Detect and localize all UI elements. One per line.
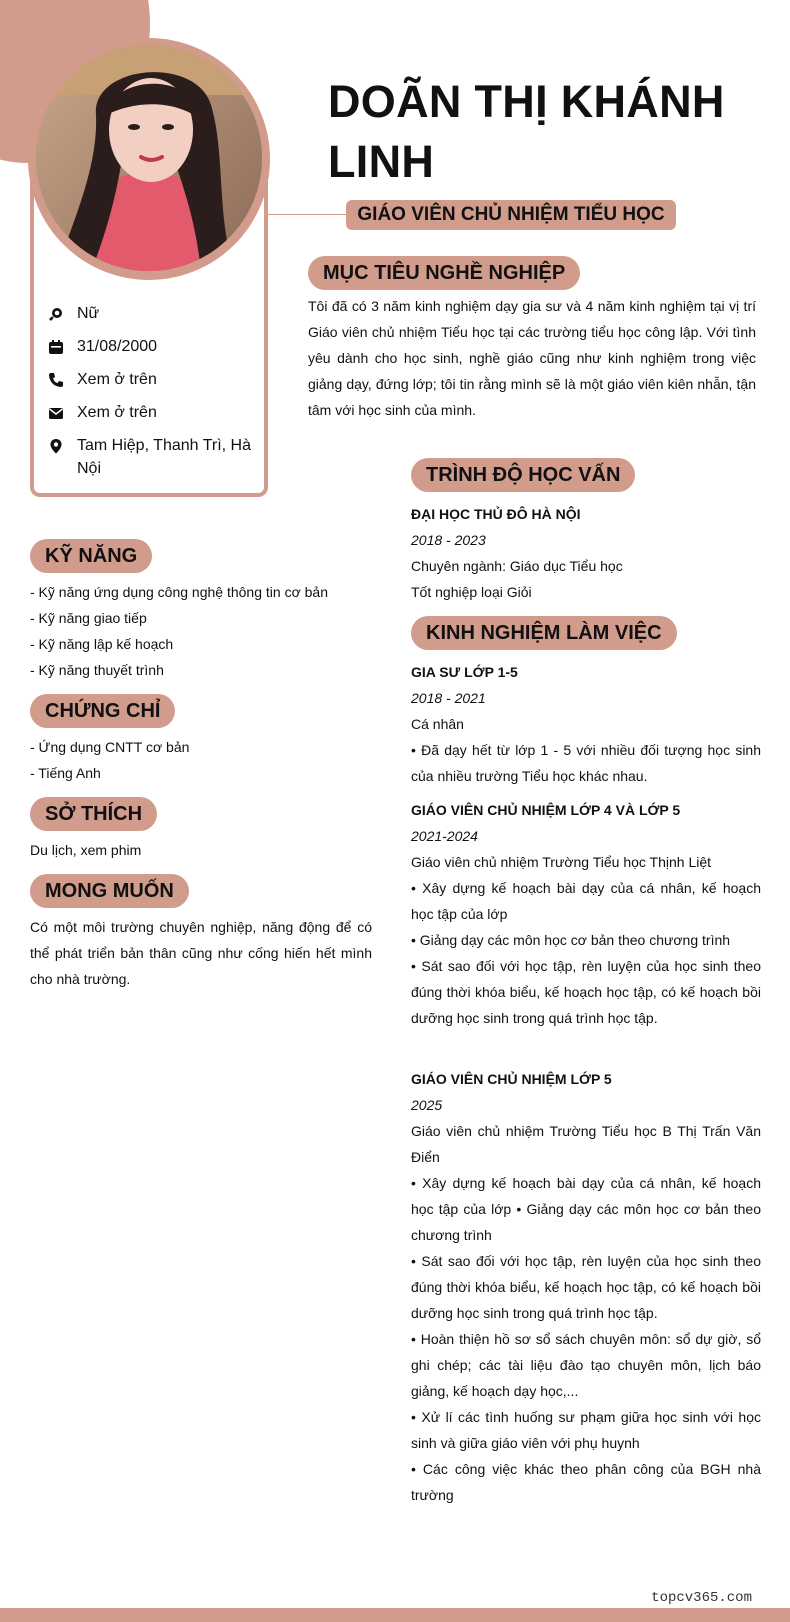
job-bullet: • Đã dạy hết từ lớp 1 - 5 với nhiều đối tượng học sinh của nhiều trường Tiểu học khác nhau. bbox=[411, 742, 761, 784]
job-period: 2021-2024 bbox=[411, 828, 478, 844]
hobbies-text: Du lịch, xem phim bbox=[30, 842, 142, 858]
avatar bbox=[36, 45, 262, 271]
section-heading-hobbies: SỞ THÍCH bbox=[30, 797, 157, 831]
job-title: GIÁO VIÊN CHỦ NHIỆM LỚP 4 VÀ LỚP 5 bbox=[411, 802, 681, 818]
job-bullet: • Sát sao đối với học tập, rèn luyện của học sinh theo đúng thời khóa biểu, kế hoạch học tập, có kế hoạch bồi dưỡng học sinh trong quá trình học tập. bbox=[411, 958, 761, 1026]
contact-phone-value: Xem ở trên bbox=[77, 371, 157, 388]
job-title: GIA SƯ LỚP 1-5 bbox=[411, 664, 518, 680]
list-item: - Kỹ năng ứng dụng công nghệ thông tin cơ bản bbox=[30, 584, 328, 600]
contact-gender bbox=[48, 302, 258, 325]
gender-icon bbox=[48, 306, 64, 322]
education-school: ĐẠI HỌC THỦ ĐÔ HÀ NỘI bbox=[411, 506, 581, 522]
contact-phone bbox=[48, 368, 258, 391]
contact-email-value: Xem ở trên bbox=[77, 404, 157, 421]
section-heading-skills: KỸ NĂNG bbox=[30, 539, 152, 573]
section-heading-experience: KINH NGHIỆM LÀM VIỆC bbox=[411, 616, 677, 650]
hobbies-block bbox=[30, 837, 375, 863]
list-item: - Kỹ năng giao tiếp bbox=[30, 610, 147, 626]
education-major: Chuyên ngành: Giáo dục Tiểu học bbox=[411, 558, 623, 574]
candidate-name: DOÃN THỊ KHÁNH LINH bbox=[328, 76, 725, 187]
job-bullet: • Xử lí các tình huống sư phạm giữa học sinh với học sinh và giữa giáo viên với phụ huynh bbox=[411, 1409, 761, 1451]
job-period: 2018 - 2021 bbox=[411, 690, 486, 706]
job-org: Giáo viên chủ nhiệm Trường Tiểu học Thịnh Liệt bbox=[411, 854, 712, 870]
contact-list bbox=[48, 302, 258, 490]
footer-bar bbox=[0, 1608, 790, 1622]
job-bullet: • Hoàn thiện hồ sơ sổ sách chuyên môn: sổ dự giờ, sổ ghi chép; các tài liệu đào tạo chuyên môn, lịch báo giảng, kế hoạch dạy học,... bbox=[411, 1331, 761, 1399]
experience-entry-1 bbox=[411, 659, 761, 789]
job-bullet: • Các công việc khác theo phân công của BGH nhà trường bbox=[411, 1461, 761, 1503]
watermark: topcv365.com bbox=[651, 1590, 752, 1606]
certificates-list bbox=[30, 734, 375, 786]
contact-email bbox=[48, 401, 258, 424]
section-heading-certificates: CHỨNG CHỈ bbox=[30, 694, 175, 728]
education-entry bbox=[411, 501, 761, 605]
list-item: - Kỹ năng lập kế hoạch bbox=[30, 636, 174, 652]
job-bullet: • Xây dựng kế hoạch bài dạy của cá nhân, kế hoạch học tập của lớp bbox=[411, 880, 761, 922]
contact-address-value: Tam Hiệp, Thanh Trì, Hà Nội bbox=[77, 437, 251, 477]
education-grade: Tốt nghiệp loại Giỏi bbox=[411, 584, 532, 600]
objective-text: Tôi đã có 3 năm kinh nghiệm dạy gia sư và 4 năm kinh nghiệm tại vị trí Giáo viên chủ nhiệm Tiểu học tại các trường tiểu học công lập. Với tình yêu dành cho học sinh, nghề giáo cũng như kinh nghiệm trong việc giảng dạy, đứng lớp; tôi tin rằng mình sẽ là một giáo viên kiên nhẫn, tận tâm với học sinh của mình. bbox=[308, 298, 756, 418]
location-icon bbox=[48, 438, 64, 454]
job-period: 2025 bbox=[411, 1097, 443, 1113]
phone-icon bbox=[48, 372, 64, 388]
job-bullet: • Xây dựng kế hoạch bài dạy của cá nhân, kế hoạch học tập của lớp • Giảng dạy các môn học cơ bản theo chương trình bbox=[411, 1175, 761, 1243]
section-heading-wishes: MONG MUỐN bbox=[30, 874, 189, 908]
skills-list bbox=[30, 579, 375, 683]
list-item: - Ứng dụng CNTT cơ bản bbox=[30, 739, 190, 755]
job-org: Cá nhân bbox=[411, 716, 464, 732]
section-heading-education: TRÌNH ĐỘ HỌC VẤN bbox=[411, 458, 635, 492]
experience-entry-2 bbox=[411, 797, 761, 1031]
list-item: - Kỹ năng thuyết trình bbox=[30, 662, 164, 678]
contact-gender-value: Nữ bbox=[77, 305, 100, 322]
education-period: 2018 - 2023 bbox=[411, 532, 486, 548]
contact-birthday bbox=[48, 335, 258, 358]
job-bullet: • Giảng dạy các môn học cơ bản theo chương trình bbox=[411, 932, 731, 948]
calendar-icon bbox=[48, 339, 64, 355]
job-title-badge: GIÁO VIÊN CHỦ NHIỆM TIỂU HỌC bbox=[346, 200, 676, 230]
email-icon bbox=[48, 405, 64, 421]
contact-birthday-value: 31/08/2000 bbox=[77, 338, 158, 355]
section-heading-objective: MỤC TIÊU NGHỀ NGHIỆP bbox=[308, 256, 580, 290]
contact-address bbox=[48, 434, 258, 480]
title-connector-line bbox=[268, 214, 348, 215]
experience-entry-3 bbox=[411, 1066, 761, 1508]
job-title: GIÁO VIÊN CHỦ NHIỆM LỚP 5 bbox=[411, 1071, 612, 1087]
wishes-text: Có một môi trường chuyên nghiệp, năng động để có thể phát triển bản thân cũng như cống hiến hết mình cho nhà trường. bbox=[30, 919, 372, 987]
job-org: Giáo viên chủ nhiệm Trường Tiểu học B Thị Trấn Văn Điển bbox=[411, 1123, 761, 1165]
list-item: - Tiếng Anh bbox=[30, 765, 101, 781]
job-bullet: • Sát sao đối với học tập, rèn luyện của học sinh theo đúng thời khóa biểu, kế hoạch học tập, có kế hoạch bồi dưỡng học sinh trong quá trình học tập. bbox=[411, 1253, 761, 1321]
